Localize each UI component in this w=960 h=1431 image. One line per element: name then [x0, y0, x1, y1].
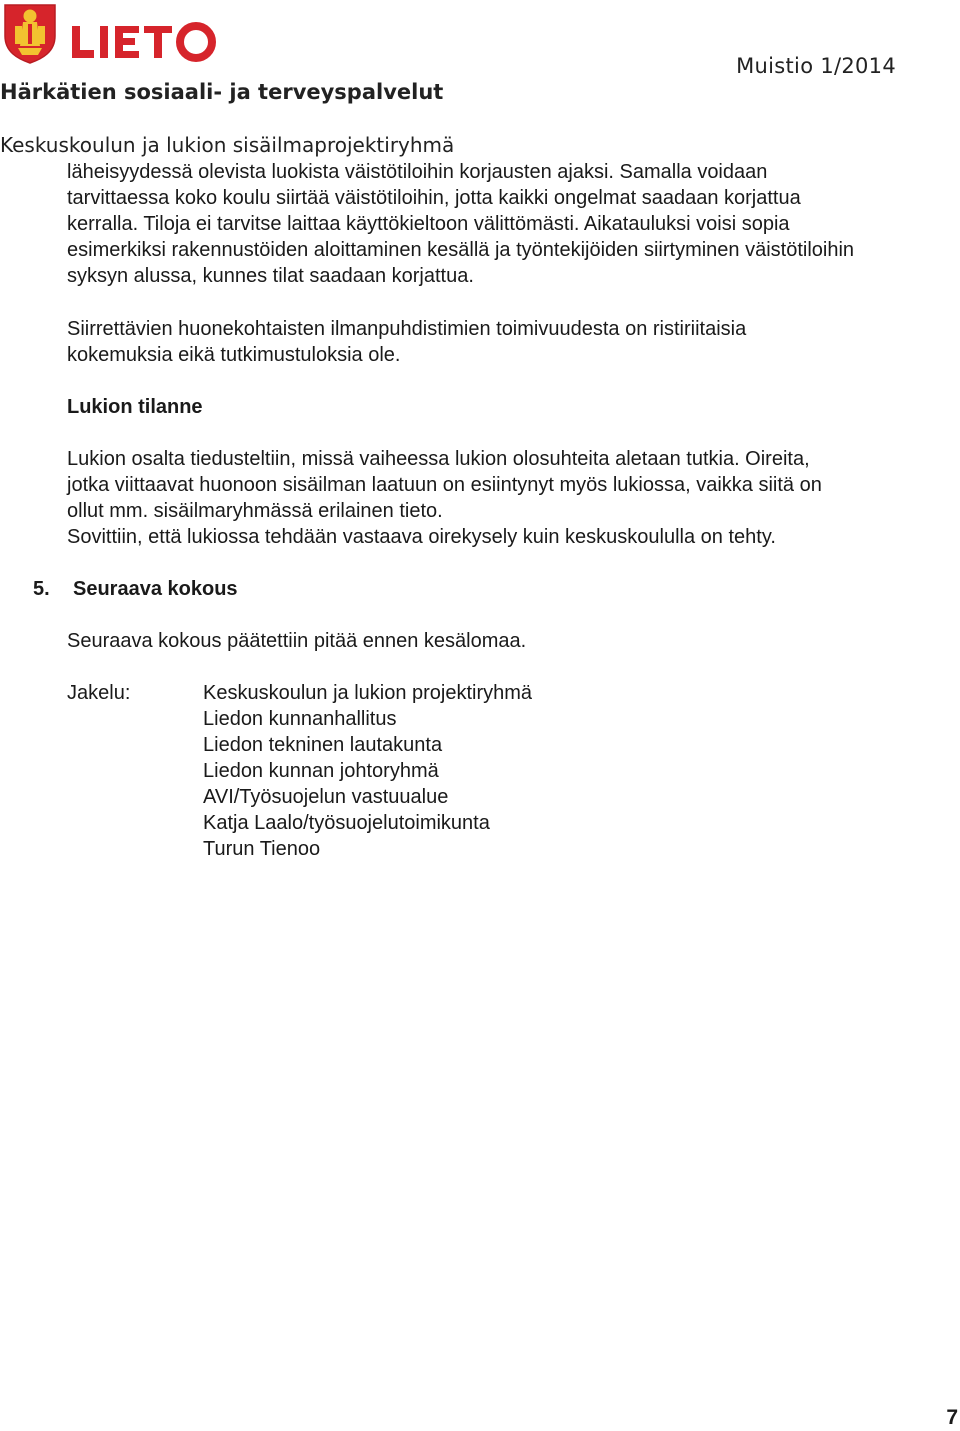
text-line: jotka viittaavat huonoon sisäilman laatuun on esiintynyt myös lukiossa, vaikka siitä on — [67, 474, 822, 496]
distribution-item: Keskuskoulun ja lukion projektiryhmä — [203, 682, 533, 704]
lieto-wordmark — [70, 22, 218, 62]
section-heading-lukio: Lukion tilanne — [67, 396, 203, 418]
text-line: tarvittaessa koko koulu siirtää väistötiloihin, jotta kaikki ongelmat saadaan korjattua — [67, 187, 801, 209]
memo-label: Muistio 1/2014 — [736, 54, 896, 78]
text-line: Sovittiin, että lukiossa tehdään vastaava oirekysely kuin keskuskoululla on tehty. — [67, 526, 776, 548]
text-line: Lukion osalta tiedusteltiin, missä vaiheessa lukion olosuhteita aletaan tutkia. Oireita, — [67, 448, 810, 470]
page-number: 7 — [946, 1406, 958, 1429]
distribution-item: Liedon kunnanhallitus — [203, 708, 397, 730]
distribution-label: Jakelu: — [67, 682, 131, 704]
paragraph-air-purifiers — [67, 316, 746, 368]
text-line: kerralla. Tiloja ei tarvitse laittaa käyttökieltoon välittömästi. Aikatauluksi voisi sopia — [67, 213, 790, 235]
paragraph-lukio-status — [67, 446, 822, 550]
text-line: läheisyydessä olevista luokista väistötiloihin korjausten ajaksi. Samalla voidaan — [67, 161, 768, 183]
text-line: syksyn alussa, kunnes tilat saadaan korjattua. — [67, 265, 474, 287]
text-line: kokemuksia eikä tutkimustuloksia ole. — [67, 344, 401, 366]
paragraph-next-meeting: Seuraava kokous päätettiin pitää ennen kesälomaa. — [67, 630, 527, 652]
distribution-item: Liedon kunnan johtoryhmä — [203, 760, 439, 782]
paragraph-relocation — [67, 159, 854, 289]
distribution-list — [203, 680, 532, 862]
section-number: 5. — [33, 578, 50, 600]
organization-name: Härkätien sosiaali- ja terveyspalvelut — [0, 80, 444, 104]
distribution-item: Liedon tekninen lautakunta — [203, 734, 443, 756]
distribution-item: AVI/Työsuojelun vastuualue — [203, 786, 449, 808]
section-title-next-meeting: Seuraava kokous — [73, 578, 238, 600]
text-line: esimerkiksi rakennustöiden aloittaminen kesällä ja työntekijöiden siirtyminen väistötiloihin — [67, 239, 855, 261]
coat-of-arms-logo — [2, 2, 58, 64]
text-line: Siirrettävien huonekohtaisten ilmanpuhdistimien toimivuudesta on ristiriitaisia — [67, 318, 747, 340]
project-group-name: Keskuskoulun ja lukion sisäilmaprojektiryhmä — [0, 133, 455, 157]
distribution-item: Turun Tienoo — [203, 838, 321, 860]
distribution-item: Katja Laalo/työsuojelutoimikunta — [203, 812, 490, 834]
text-line: ollut mm. sisäilmaryhmässä erilainen tieto. — [67, 500, 443, 522]
